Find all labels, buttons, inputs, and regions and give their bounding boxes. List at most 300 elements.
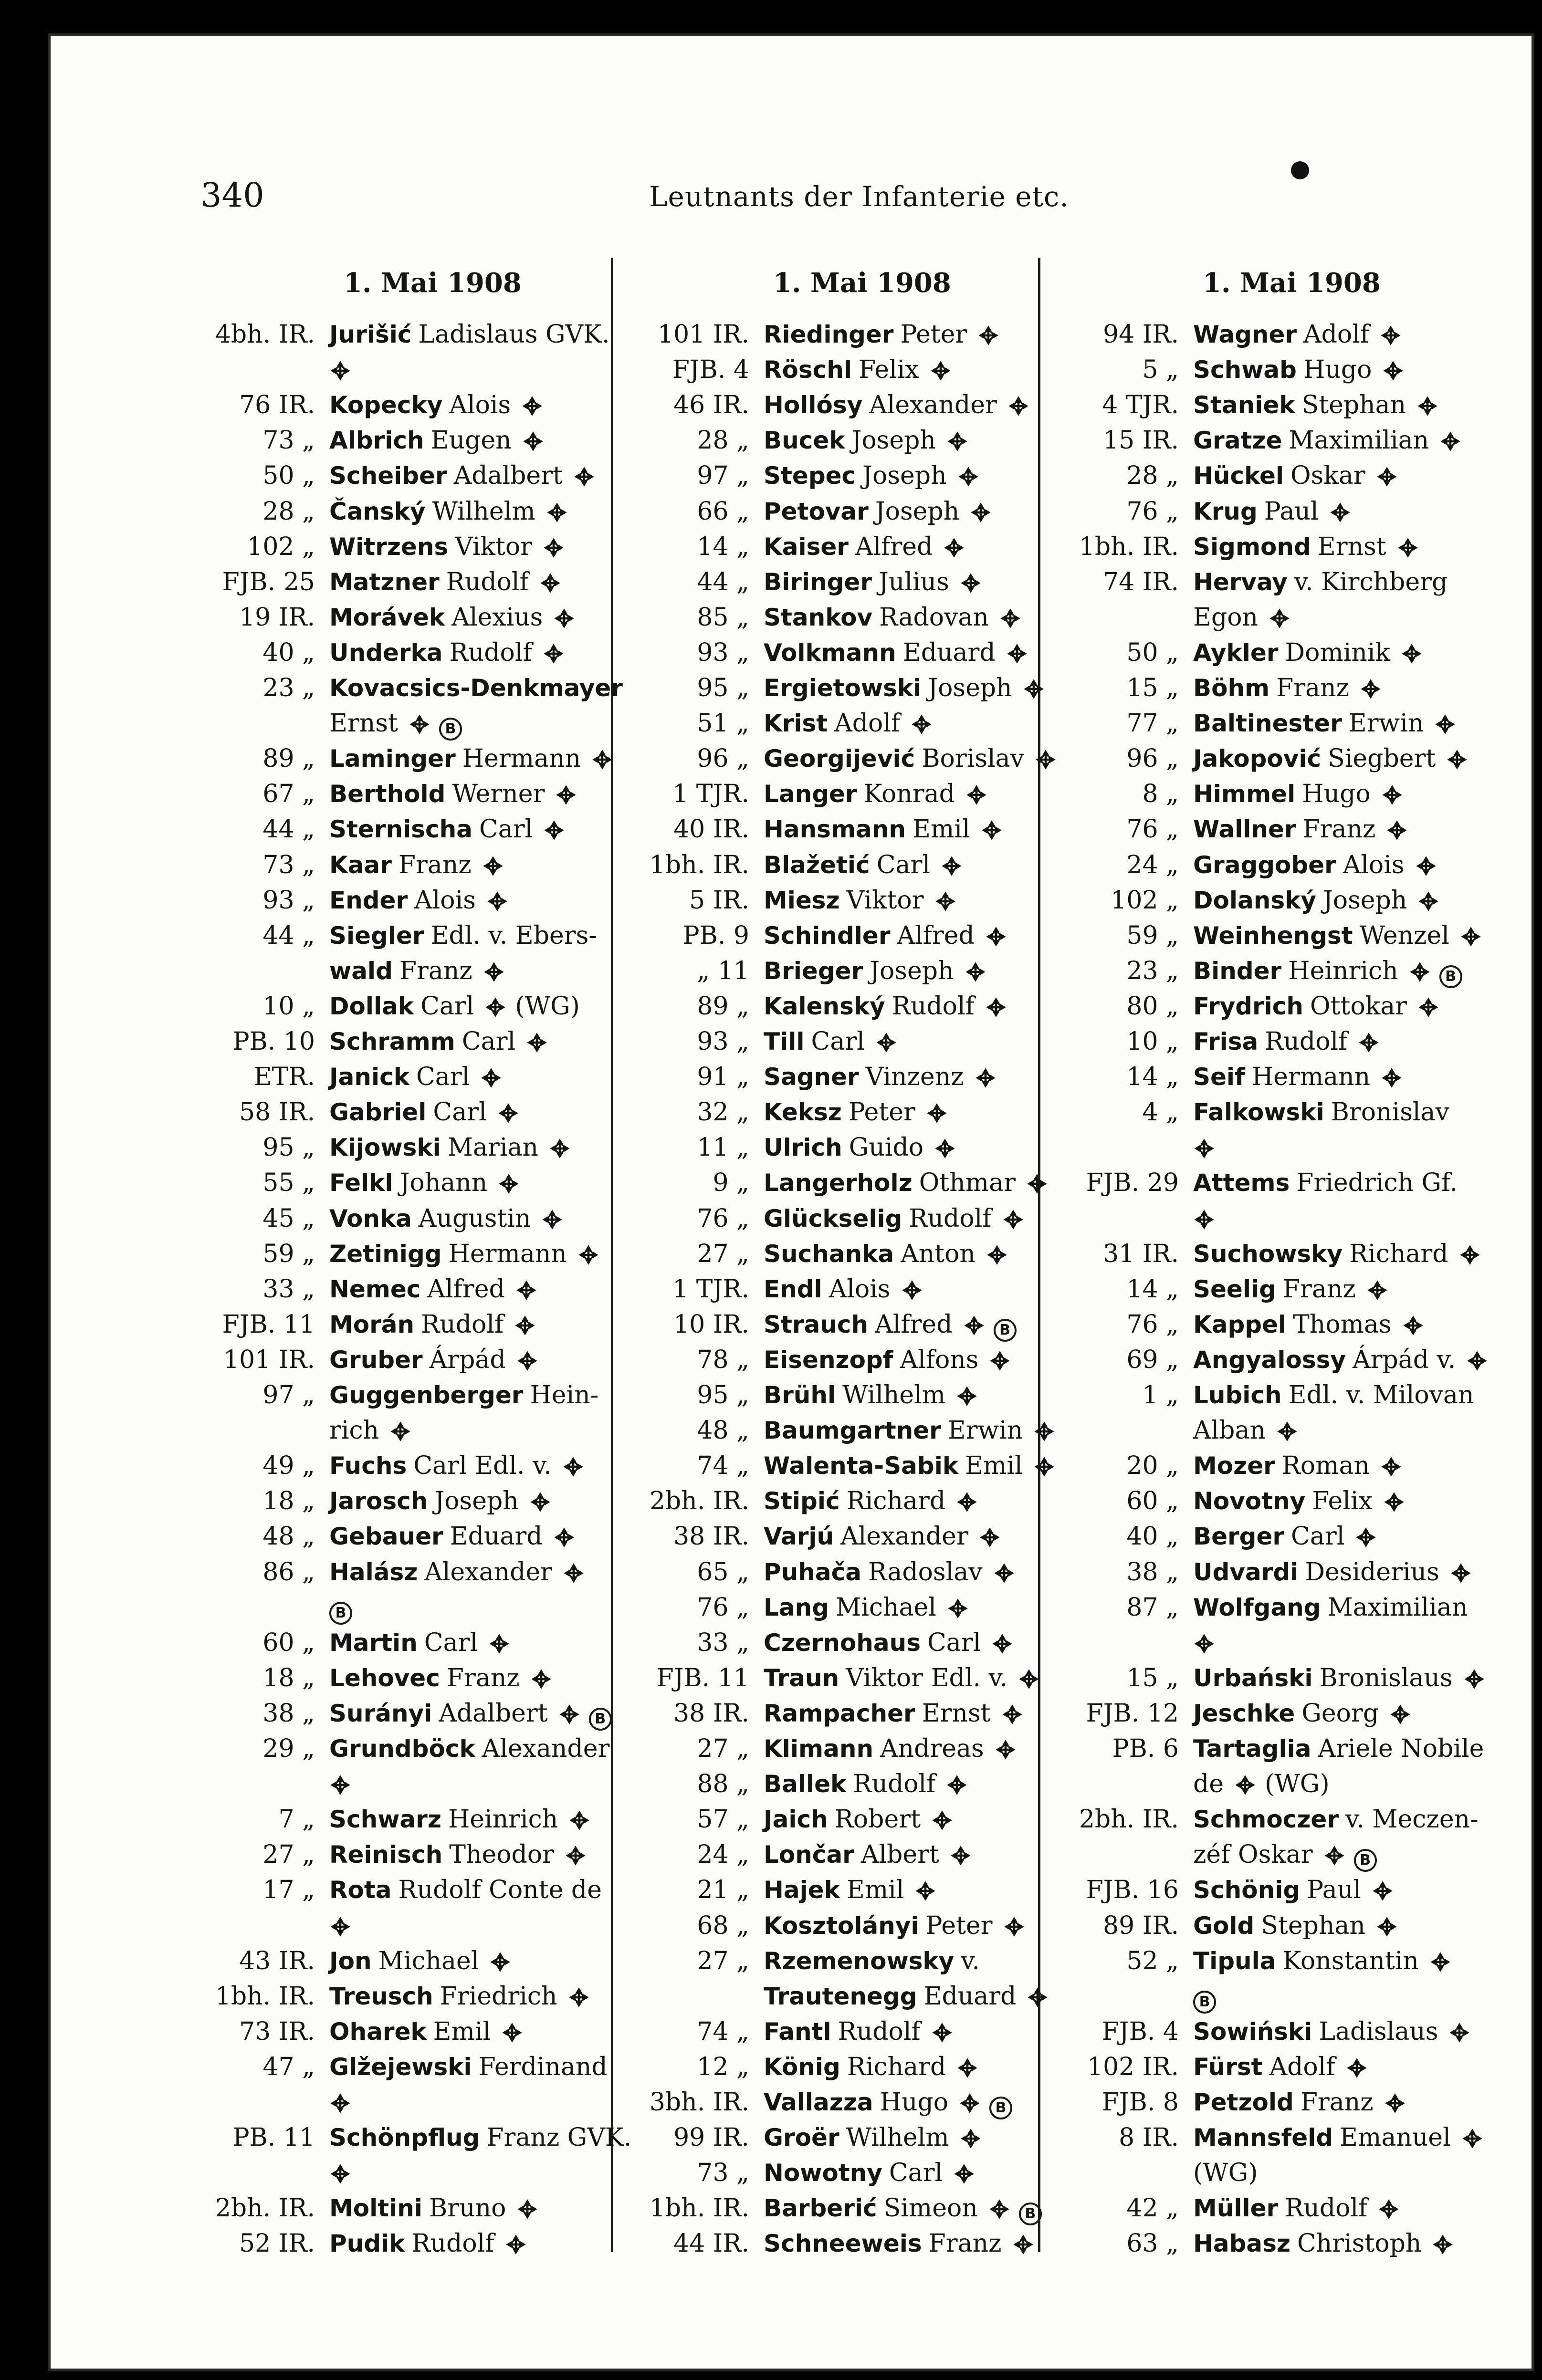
unit-reference: 8 IR. <box>1119 2123 1179 2152</box>
given-name: Carl <box>876 850 930 879</box>
surname: Brieger <box>764 957 863 985</box>
entry-text <box>1193 706 1456 741</box>
surname: Hückel <box>1193 462 1284 490</box>
military-cross-icon <box>482 855 504 877</box>
surname: Strauch <box>764 1310 869 1338</box>
given-name: Franz <box>928 2229 1002 2258</box>
given-name: Johann <box>399 1169 488 1198</box>
entry-text <box>764 494 992 529</box>
entry-text <box>329 883 508 918</box>
surname: Janick <box>329 1063 409 1091</box>
unit-reference: 74 „ <box>697 2017 749 2046</box>
given-name: Anton <box>901 1239 976 1268</box>
given-name: Eugen <box>430 426 512 455</box>
unit-reference: 93 „ <box>697 638 749 667</box>
surname: Jon <box>329 1947 372 1975</box>
surname: Dollak <box>329 992 414 1020</box>
unit-reference: 45 „ <box>262 1204 315 1233</box>
given-name: Stephan <box>1261 1911 1365 1940</box>
military-cross-icon <box>960 572 982 594</box>
entry-text <box>764 565 982 599</box>
military-cross-icon <box>1450 1562 1472 1584</box>
surname: Kaiser <box>764 532 849 561</box>
surname: Rampacher <box>764 1699 915 1727</box>
surname: Röschl <box>764 356 852 384</box>
surname: Walenta-Sabik <box>764 1452 959 1480</box>
military-cross-icon <box>543 643 565 665</box>
surname: Petzold <box>1193 2088 1294 2116</box>
entry-text <box>764 848 963 882</box>
surname: Tipula <box>1193 1947 1276 1975</box>
military-cross-icon <box>1376 466 1398 488</box>
given-name: Paul <box>1307 1876 1361 1905</box>
surname: Seif <box>1193 1063 1245 1091</box>
entry-text <box>764 1661 1040 1695</box>
given-name: Emil <box>433 2017 491 2046</box>
surname: Fuchs <box>329 1452 407 1480</box>
given-name: Andreas <box>880 1734 984 1763</box>
entry-text <box>329 1343 538 1377</box>
unit-reference: 10 „ <box>262 992 315 1021</box>
given-name: Peter <box>925 1911 993 1940</box>
unit-reference: PB. 9 <box>682 921 749 950</box>
unit-reference: 96 „ <box>697 744 749 773</box>
entry-text <box>329 1060 502 1094</box>
entry-text <box>1193 1378 1474 1412</box>
given-name: Guido <box>849 1133 924 1162</box>
surname: Ergietowski <box>764 674 922 702</box>
entry-text <box>329 459 595 493</box>
military-cross-icon <box>995 1739 1017 1761</box>
unit-reference: 2bh. IR. <box>1079 1805 1179 1834</box>
military-cross-icon <box>1381 1067 1403 1089</box>
surname: Barberić <box>764 2194 877 2223</box>
entry-text <box>764 1909 1025 1943</box>
unit-reference: 67 „ <box>262 780 315 809</box>
military-cross-icon <box>409 713 430 735</box>
given-name: Franz <box>1300 2088 1374 2117</box>
military-cross-icon <box>999 607 1021 629</box>
surname: Schönig <box>1193 1876 1301 1904</box>
entry-text <box>1193 2156 1258 2190</box>
given-name: Alfred <box>897 921 975 950</box>
circled-b-badge: B <box>1439 965 1462 988</box>
surname: Kosztolányi <box>764 1911 919 1940</box>
entry-text <box>1193 777 1403 811</box>
entry-text <box>329 848 504 882</box>
unit-reference: 44 IR. <box>673 2229 749 2258</box>
given-name: Joseph <box>862 461 947 491</box>
entry-text <box>764 2085 1012 2119</box>
entry-text <box>329 741 613 776</box>
entry-text <box>329 636 565 670</box>
entry-text <box>1193 1802 1479 1837</box>
given-name: Carl <box>433 1098 487 1127</box>
military-cross-icon <box>977 324 999 346</box>
unit-reference: 48 „ <box>262 1522 315 1551</box>
entry-text <box>764 1519 1001 1554</box>
unit-reference: 76 „ <box>697 1204 749 1233</box>
surname: Nemec <box>329 1275 421 1303</box>
entry-text <box>1193 2015 1470 2049</box>
military-cross-icon <box>959 2092 981 2114</box>
entry-text <box>329 494 568 529</box>
given-name: Radoslav <box>868 1557 983 1587</box>
entry-text <box>329 1802 590 1837</box>
surname: Müller <box>1193 2194 1279 2223</box>
unit-reference: 24 „ <box>697 1840 749 1869</box>
decoration-note: (WG) <box>515 992 580 1021</box>
entry-text <box>329 1944 511 1978</box>
given-name: Rudolf <box>421 1310 504 1339</box>
surname: Witrzens <box>329 532 449 561</box>
surname: wald <box>329 957 393 985</box>
unit-reference: 14 „ <box>697 532 749 561</box>
military-cross-icon <box>1402 1315 1424 1336</box>
military-cross-icon <box>934 890 956 912</box>
military-cross-icon <box>1193 1138 1215 1159</box>
surname: Lončar <box>764 1841 854 1869</box>
military-cross-icon <box>1007 395 1029 417</box>
unit-reference: 59 „ <box>262 1239 315 1268</box>
military-cross-icon <box>956 1385 978 1407</box>
entry-text <box>329 1626 510 1660</box>
given-name: Ladislaus GVK. <box>418 320 610 349</box>
unit-reference: 18 „ <box>262 1663 315 1692</box>
given-name: Konrad <box>863 780 955 809</box>
surname: Schramm <box>329 1028 455 1055</box>
unit-reference: 38 IR. <box>673 1522 749 1551</box>
circled-b-badge: B <box>1019 2203 1042 2225</box>
surname: Zetinigg <box>329 1240 442 1268</box>
unit-reference: 15 „ <box>1126 674 1179 702</box>
given-name: Joseph <box>870 956 954 985</box>
surname: Martin <box>329 1628 418 1657</box>
given-name: Stephan <box>1301 391 1406 420</box>
unit-reference: 95 „ <box>697 674 749 702</box>
surname: Hansmann <box>764 815 906 844</box>
unit-reference: 10 „ <box>1126 1027 1179 1056</box>
given-name: Adalbert <box>453 461 563 491</box>
surname: Jaich <box>764 1806 828 1834</box>
military-cross-icon <box>1434 713 1456 735</box>
military-cross-icon <box>1323 1845 1345 1867</box>
entry-text <box>1193 1166 1458 1200</box>
unit-reference: 5 „ <box>1142 355 1179 385</box>
surname: Kaar <box>329 851 392 879</box>
surname: Georgijević <box>764 745 915 773</box>
surname: Moltini <box>329 2194 423 2223</box>
circled-b-badge: B <box>589 1708 612 1731</box>
unit-reference: 59 „ <box>1126 921 1179 950</box>
military-cross-icon <box>529 1491 551 1513</box>
unit-reference: 27 „ <box>697 1239 749 1268</box>
unit-reference: 102 IR. <box>1087 2052 1179 2081</box>
surname: Stankov <box>764 603 873 631</box>
entry-text <box>1193 1837 1377 1872</box>
surname: Felkl <box>329 1169 393 1197</box>
circled-b-badge: B <box>1193 1991 1216 2014</box>
given-name: Edl. v. Ebers- <box>430 921 597 950</box>
surname: Wagner <box>1193 321 1297 348</box>
military-cross-icon <box>1429 1951 1451 1973</box>
surname: Gebauer <box>329 1523 443 1551</box>
surname: Gratze <box>1193 427 1282 455</box>
unit-reference: 89 „ <box>262 744 315 773</box>
military-cross-icon <box>1461 2128 1483 2150</box>
entry-text <box>1193 671 1382 705</box>
given-name: Radovan <box>879 603 989 632</box>
entry-text <box>764 1555 1015 1589</box>
surname: Oharek <box>329 2017 427 2046</box>
entry-text <box>764 1378 978 1412</box>
surname: Böhm <box>1193 674 1270 702</box>
given-name: Eduard <box>450 1522 543 1551</box>
given-name: Edl. v. Milovan <box>1288 1381 1474 1409</box>
unit-reference: 51 „ <box>697 709 749 738</box>
unit-reference: 33 „ <box>262 1274 315 1304</box>
surname: Krist <box>764 710 828 738</box>
given-name: Alexander <box>840 1522 968 1551</box>
surname: Urbański <box>1193 1664 1313 1692</box>
surname: Glückselig <box>764 1204 902 1232</box>
entry-text <box>764 2050 978 2084</box>
given-name: Emil <box>846 1876 904 1905</box>
unit-reference: 17 „ <box>262 1876 315 1905</box>
given-name: Maximilian <box>1289 426 1429 455</box>
given-name: Wilhelm <box>846 2123 949 2152</box>
given-name: Hugo <box>1302 780 1371 809</box>
entry-text <box>764 1873 936 1907</box>
surname: Fantl <box>764 2017 831 2046</box>
surname: Grundböck <box>329 1735 475 1763</box>
given-name: Werner <box>452 780 545 809</box>
military-cross-icon <box>568 1986 590 2008</box>
surname: Nowotny <box>764 2159 882 2187</box>
surname: Riedinger <box>764 321 894 348</box>
unit-reference: 24 „ <box>1126 850 1179 879</box>
military-cross-icon <box>975 1067 997 1089</box>
unit-reference: 1bh. IR. <box>1079 532 1179 561</box>
given-name: Borislav <box>922 744 1025 773</box>
unit-reference: 14 „ <box>1126 1274 1179 1304</box>
entry-text <box>329 1484 551 1518</box>
unit-reference: 11 „ <box>697 1133 749 1162</box>
military-cross-icon <box>1002 1209 1024 1231</box>
military-cross-icon <box>555 784 577 806</box>
entry-text <box>764 459 979 493</box>
military-cross-icon <box>965 784 987 806</box>
military-cross-icon <box>911 713 933 735</box>
unit-reference: 10 IR. <box>673 1310 749 1339</box>
given-name: Emil <box>912 815 970 844</box>
surname: Ulrich <box>764 1134 842 1162</box>
entry-text <box>1193 954 1462 988</box>
military-cross-icon <box>505 2234 527 2255</box>
given-name: Peter <box>900 320 967 349</box>
unit-reference: 101 IR. <box>657 320 749 349</box>
entry-text <box>1193 919 1482 953</box>
surname: Hajek <box>764 1876 840 1904</box>
given-name: v. Meczen- <box>1345 1805 1479 1834</box>
surname: Laminger <box>329 745 456 773</box>
entry-text <box>764 1696 1023 1731</box>
surname: Biringer <box>764 568 872 596</box>
military-cross-icon <box>1416 395 1438 417</box>
entry-text <box>1193 1237 1481 1271</box>
unit-reference: 65 „ <box>697 1557 749 1587</box>
military-cross-icon <box>1380 1456 1402 1478</box>
surname: Schmoczer <box>1193 1806 1339 1834</box>
given-name: Heinrich <box>1288 956 1398 985</box>
entry-text <box>1193 2191 1400 2225</box>
unit-reference: 93 „ <box>262 886 315 915</box>
military-cross-icon <box>1383 1491 1405 1513</box>
given-name: Bronislaus <box>1319 1663 1453 1692</box>
entry-text <box>1193 2120 1483 2155</box>
military-cross-icon <box>501 2022 523 2044</box>
military-cross-icon <box>1012 2234 1034 2255</box>
entry-text <box>764 1413 1055 1448</box>
given-name: Julius <box>879 567 949 596</box>
surname: Baltinester <box>1193 710 1342 738</box>
entry-text <box>1193 1909 1398 1943</box>
given-name: de <box>1193 1770 1224 1799</box>
given-name: v. <box>961 1946 980 1975</box>
military-cross-icon <box>946 430 968 452</box>
military-cross-icon <box>565 1845 587 1867</box>
unit-reference: 44 „ <box>262 815 315 844</box>
surname: Vallazza <box>764 2088 873 2116</box>
entry-text <box>329 2226 527 2261</box>
given-name: Felix <box>859 355 919 385</box>
military-cross-icon <box>989 1350 1011 1372</box>
military-cross-icon <box>1018 1668 1040 1690</box>
given-name: Carl <box>462 1027 516 1056</box>
military-cross-icon <box>497 1102 519 1124</box>
entry-text <box>329 600 575 635</box>
given-name: Franz <box>446 1663 520 1692</box>
unit-reference: 2bh. IR. <box>215 2194 315 2223</box>
entry-text <box>1193 1060 1403 1094</box>
given-name: Carl <box>1291 1522 1345 1551</box>
unit-reference: 1bh. IR. <box>649 850 749 879</box>
surname: Novotny <box>1193 1487 1306 1515</box>
surname: Czernohaus <box>764 1628 921 1657</box>
entry-text <box>764 1201 1024 1236</box>
military-cross-icon <box>486 890 508 912</box>
unit-reference: FJB. 4 <box>672 355 749 385</box>
unit-reference: 47 „ <box>262 2052 315 2081</box>
military-cross-icon <box>931 2022 953 2044</box>
surname: Kopecky <box>329 391 443 419</box>
entry-text <box>329 1909 351 1943</box>
surname: Frydrich <box>1193 992 1304 1020</box>
given-name: Dominik <box>1285 638 1391 667</box>
surname: Sternischa <box>329 815 472 844</box>
entry-text <box>1193 1130 1215 1165</box>
unit-reference: 1bh. IR. <box>649 2194 749 2223</box>
entry-text <box>1193 848 1437 882</box>
surname: Sigmond <box>1193 532 1311 561</box>
military-cross-icon <box>1378 2198 1400 2220</box>
given-name: Ariele Nobile <box>1318 1734 1484 1763</box>
given-name: Ernst <box>1317 532 1386 561</box>
given-name: Friedrich Gf. <box>1296 1169 1458 1198</box>
entry-text <box>329 777 577 811</box>
military-cross-icon <box>488 1633 510 1655</box>
surname: Graggober <box>1193 851 1336 879</box>
entry-text <box>764 671 1045 705</box>
surname: Baumgartner <box>764 1417 941 1445</box>
surname: Attems <box>1193 1169 1290 1197</box>
unit-reference: 99 IR. <box>673 2123 749 2152</box>
unit-reference: 38 „ <box>262 1699 315 1728</box>
given-name: Joseph <box>928 674 1012 702</box>
entry-text <box>329 2156 351 2190</box>
given-name: Carl <box>420 992 474 1021</box>
given-name: Alfred <box>855 532 933 561</box>
unit-reference: „ 11 <box>697 956 749 985</box>
surname: Blažetić <box>764 851 870 879</box>
entry-text <box>1193 1272 1388 1306</box>
entry-text <box>1193 741 1468 776</box>
given-name: Augustin <box>418 1204 531 1233</box>
entry-text <box>329 1413 411 1448</box>
given-name: Roman <box>1281 1451 1370 1481</box>
military-cross-icon <box>553 607 575 629</box>
military-cross-icon <box>591 749 613 771</box>
entry-text <box>1193 1944 1451 1978</box>
military-cross-icon <box>1234 1774 1256 1796</box>
entry-text <box>1193 1979 1216 2014</box>
given-name: Viktor Edl. v. <box>846 1663 1008 1692</box>
surname: Suchowsky <box>1193 1240 1343 1268</box>
given-name: Alois <box>414 886 476 915</box>
given-name: Alexius <box>451 603 543 632</box>
given-name: Eduard <box>923 1982 1017 2011</box>
unit-reference: 58 IR. <box>239 1098 315 1127</box>
given-name: Rudolf Conte de <box>398 1876 602 1905</box>
military-cross-icon <box>1415 855 1437 877</box>
unit-reference: 76 „ <box>1126 815 1179 844</box>
surname: Lubich <box>1193 1381 1282 1409</box>
given-name: v. Kirchberg <box>1294 567 1448 596</box>
surname: Berthold <box>329 780 446 808</box>
unit-reference: 40 IR. <box>673 815 749 844</box>
given-name: Joseph <box>1322 886 1407 915</box>
given-name: Viktor <box>846 886 924 915</box>
entry-text <box>1193 317 1402 352</box>
unit-reference: 33 „ <box>697 1628 749 1657</box>
running-title: Leutnants der Infanterie etc. <box>649 180 1069 213</box>
given-name: Michael <box>378 1946 479 1975</box>
unit-reference: 78 „ <box>697 1345 749 1374</box>
entry-text <box>764 600 1021 635</box>
unit-reference: FJB. 8 <box>1101 2088 1179 2117</box>
unit-reference: FJB. 16 <box>1086 1876 1179 1905</box>
given-name: Alban <box>1193 1416 1266 1445</box>
surname: Gold <box>1193 1911 1255 1940</box>
surname: Hollósy <box>764 391 863 419</box>
given-name: Peter <box>848 1098 915 1127</box>
entry-text <box>1193 1343 1488 1377</box>
military-cross-icon <box>1023 678 1045 700</box>
surname: Traun <box>764 1664 839 1692</box>
military-cross-icon <box>1006 643 1028 665</box>
unit-reference: 69 „ <box>1126 1345 1179 1374</box>
given-name: Erwin <box>1348 709 1424 738</box>
